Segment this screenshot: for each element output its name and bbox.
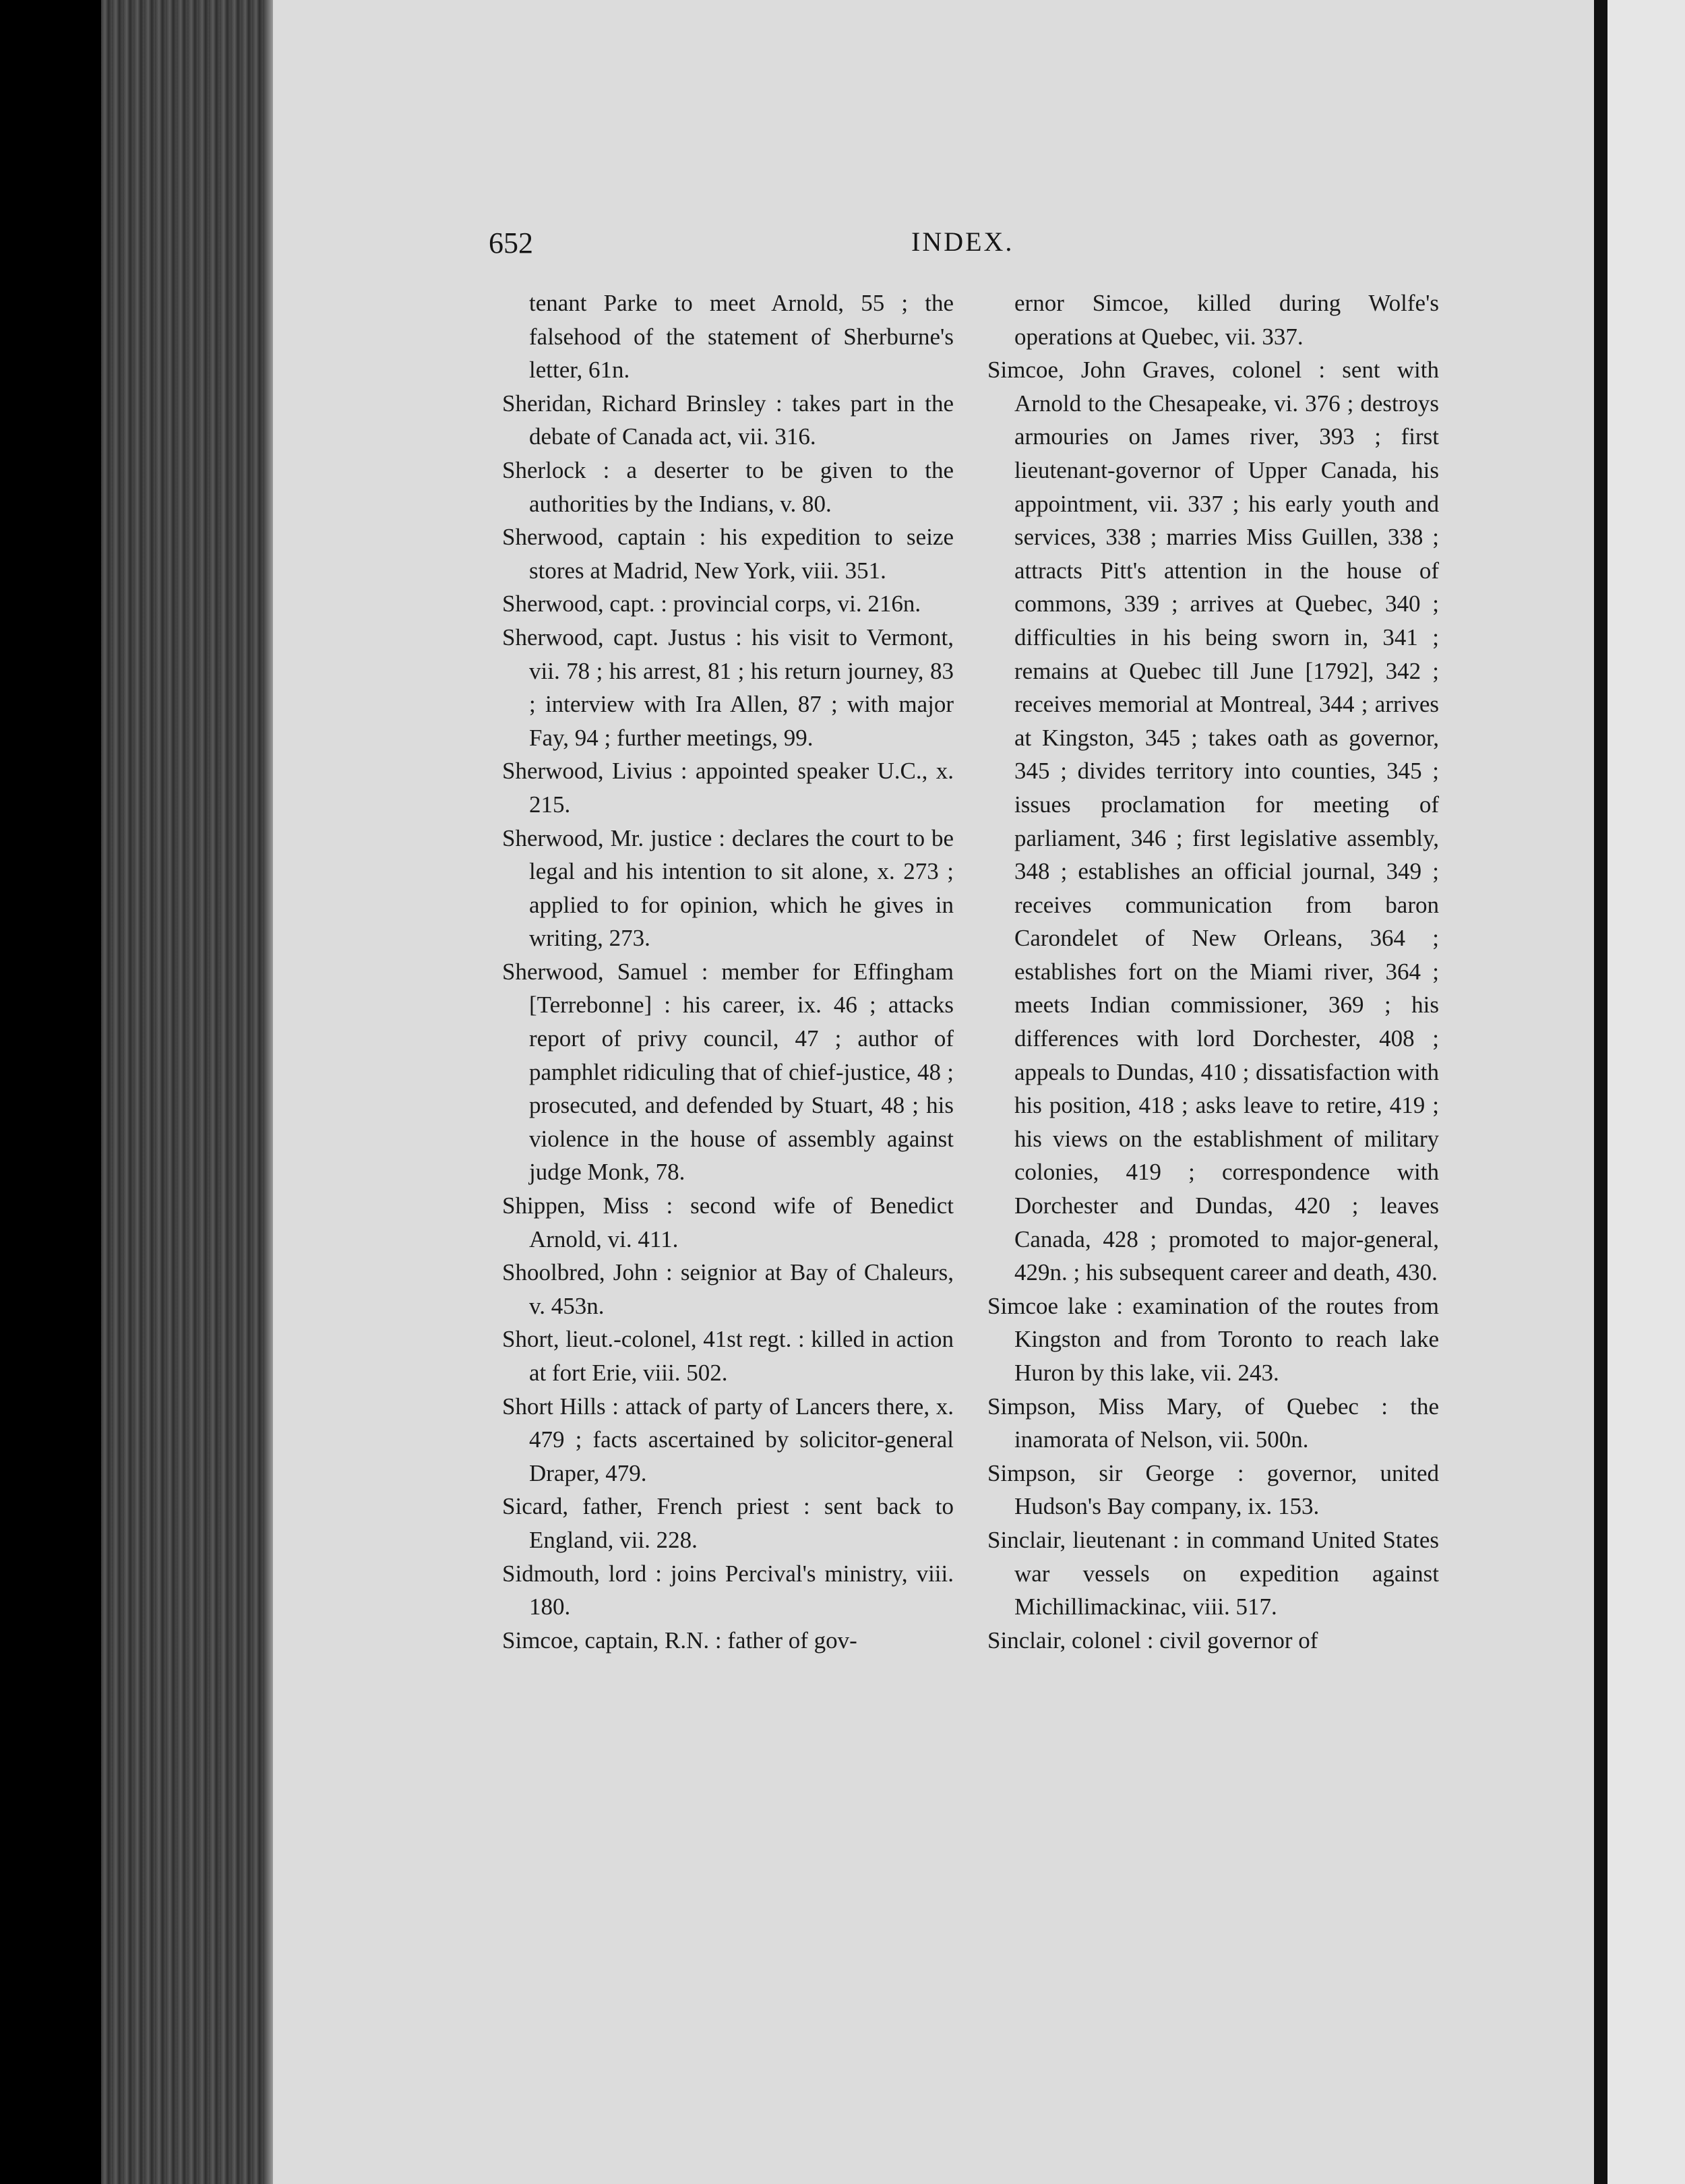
- index-entry: Sherwood, Livius : appointed speaker U.C., x. 215.: [502, 758, 954, 818]
- index-entry: Simcoe, captain, R.N. : father of gov-: [502, 1627, 857, 1654]
- index-entry: Sherwood, capt. : provincial corps, vi. 216n.: [502, 590, 921, 617]
- index-entry: Simpson, Miss Mary, of Quebec : the inamorata of Nelson, vii. 500n.: [987, 1393, 1439, 1453]
- book-page-edges: [101, 0, 270, 2184]
- scan-border-left: [0, 0, 101, 2184]
- index-entry: Sherwood, capt. Justus : his visit to Vermont, vii. 78 ; his arrest, 81 ; his return journey, 83 ; interview with Ira Allen, 87 ; with major Fay, 94 ; further meetings, 99.: [502, 624, 954, 751]
- index-column-left: [502, 286, 954, 1657]
- running-title: INDEX.: [911, 226, 1014, 257]
- index-entry: Shippen, Miss : second wife of Benedict Arnold, vi. 411.: [502, 1192, 954, 1252]
- index-entry: Short Hills : attack of party of Lancers there, x. 479 ; facts ascertained by solicitor-general Draper, 479.: [502, 1393, 954, 1486]
- index-entry: Shoolbred, John : seignior at Bay of Chaleurs, v. 453n.: [502, 1259, 954, 1319]
- index-entry: tenant Parke to meet Arnold, 55 ; the falsehood of the statement of Sherburne's letter, 61n.: [529, 290, 954, 384]
- index-entry: Simpson, sir George : governor, united Hudson's Bay company, ix. 153.: [987, 1459, 1439, 1520]
- index-entry: Sherlock : a deserter to be given to the authorities by the Indians, v. 80.: [502, 456, 954, 517]
- index-entry: Simcoe, John Graves, colonel : sent with Arnold to the Chesapeake, vi. 376 ; destroys armouries on James river, 393 ; first lieutenant-governor of Upper Canada, his appointment, vii. 337 ; his early youth and services, 338 ; marries Miss Guillen, 338 ; attracts Pitt's attention in the house of commons, 339 ; arrives at Quebec, 340 ; difficulties in his being sworn in, 341 ; remains at Quebec till June [1792], 342 ; receives memorial at Montreal, 344 ; arrives at Kingston, 345 ; takes oath as governor, 345 ; divides territory into counties, 345 ; issues proclamation for meeting of parliament, 346 ; first legislative assembly, 348 ; establishes an official journal, 349 ; receives communication from baron Carondelet of New Orleans, 364 ; establishes fort on the Miami river, 364 ; meets Indian commissioner, 369 ; his differences with lord Dorchester, 408 ; appeals to Dundas, 410 ; dissatisfaction with his position, 418 ; asks leave to retire, 419 ; his views on the establishment of military colonies, 419 ; correspondence with Dorchester and Dundas, 420 ; leaves Canada, 428 ; promoted to major-general, 429n. ; his subsequent career and death, 430.: [987, 357, 1439, 1286]
- page-number: 652: [489, 226, 533, 260]
- index-entry: Sherwood, captain : his expedition to seize stores at Madrid, New York, viii. 351.: [502, 524, 954, 584]
- page-gutter-right: [1594, 0, 1607, 2184]
- index-entry: Sheridan, Richard Brinsley : takes part in the debate of Canada act, vii. 316.: [502, 390, 954, 450]
- index-entry: Sidmouth, lord : joins Percival's ministry, viii. 180.: [502, 1560, 954, 1620]
- index-entry: Short, lieut.-colonel, 41st regt. : killed in action at fort Erie, viii. 502.: [502, 1326, 954, 1386]
- index-entry: Simcoe lake : examination of the routes from Kingston and from Toronto to reach lake Huron by this lake, vii. 243.: [987, 1292, 1439, 1386]
- index-column-right: [987, 286, 1439, 1657]
- index-entry: ernor Simcoe, killed during Wolfe's operations at Quebec, vii. 337.: [1014, 290, 1439, 350]
- index-entry: Sherwood, Samuel : member for Effingham [Terrebonne] : his career, ix. 46 ; attacks report of privy council, 47 ; author of pamphlet ridiculing that of chief-justice, 48 ; prosecuted, and defended by Stuart, 48 ; his violence in the house of assembly against judge Monk, 78.: [502, 958, 954, 1186]
- index-entry: Sinclair, colonel : civil governor of: [987, 1627, 1318, 1654]
- adjacent-page-edge: [1607, 0, 1685, 2184]
- index-entry: Sicard, father, French priest : sent back to England, vii. 228.: [502, 1493, 954, 1553]
- index-entry: Sherwood, Mr. justice : declares the court to be legal and his intention to sit alone, x. 273 ; applied to for opinion, which he gives in writing, 273.: [502, 824, 954, 952]
- index-entry: Sinclair, lieutenant : in command United States war vessels on expedition against Michillimackinac, viii. 517.: [987, 1526, 1439, 1620]
- page-header: [485, 219, 1429, 273]
